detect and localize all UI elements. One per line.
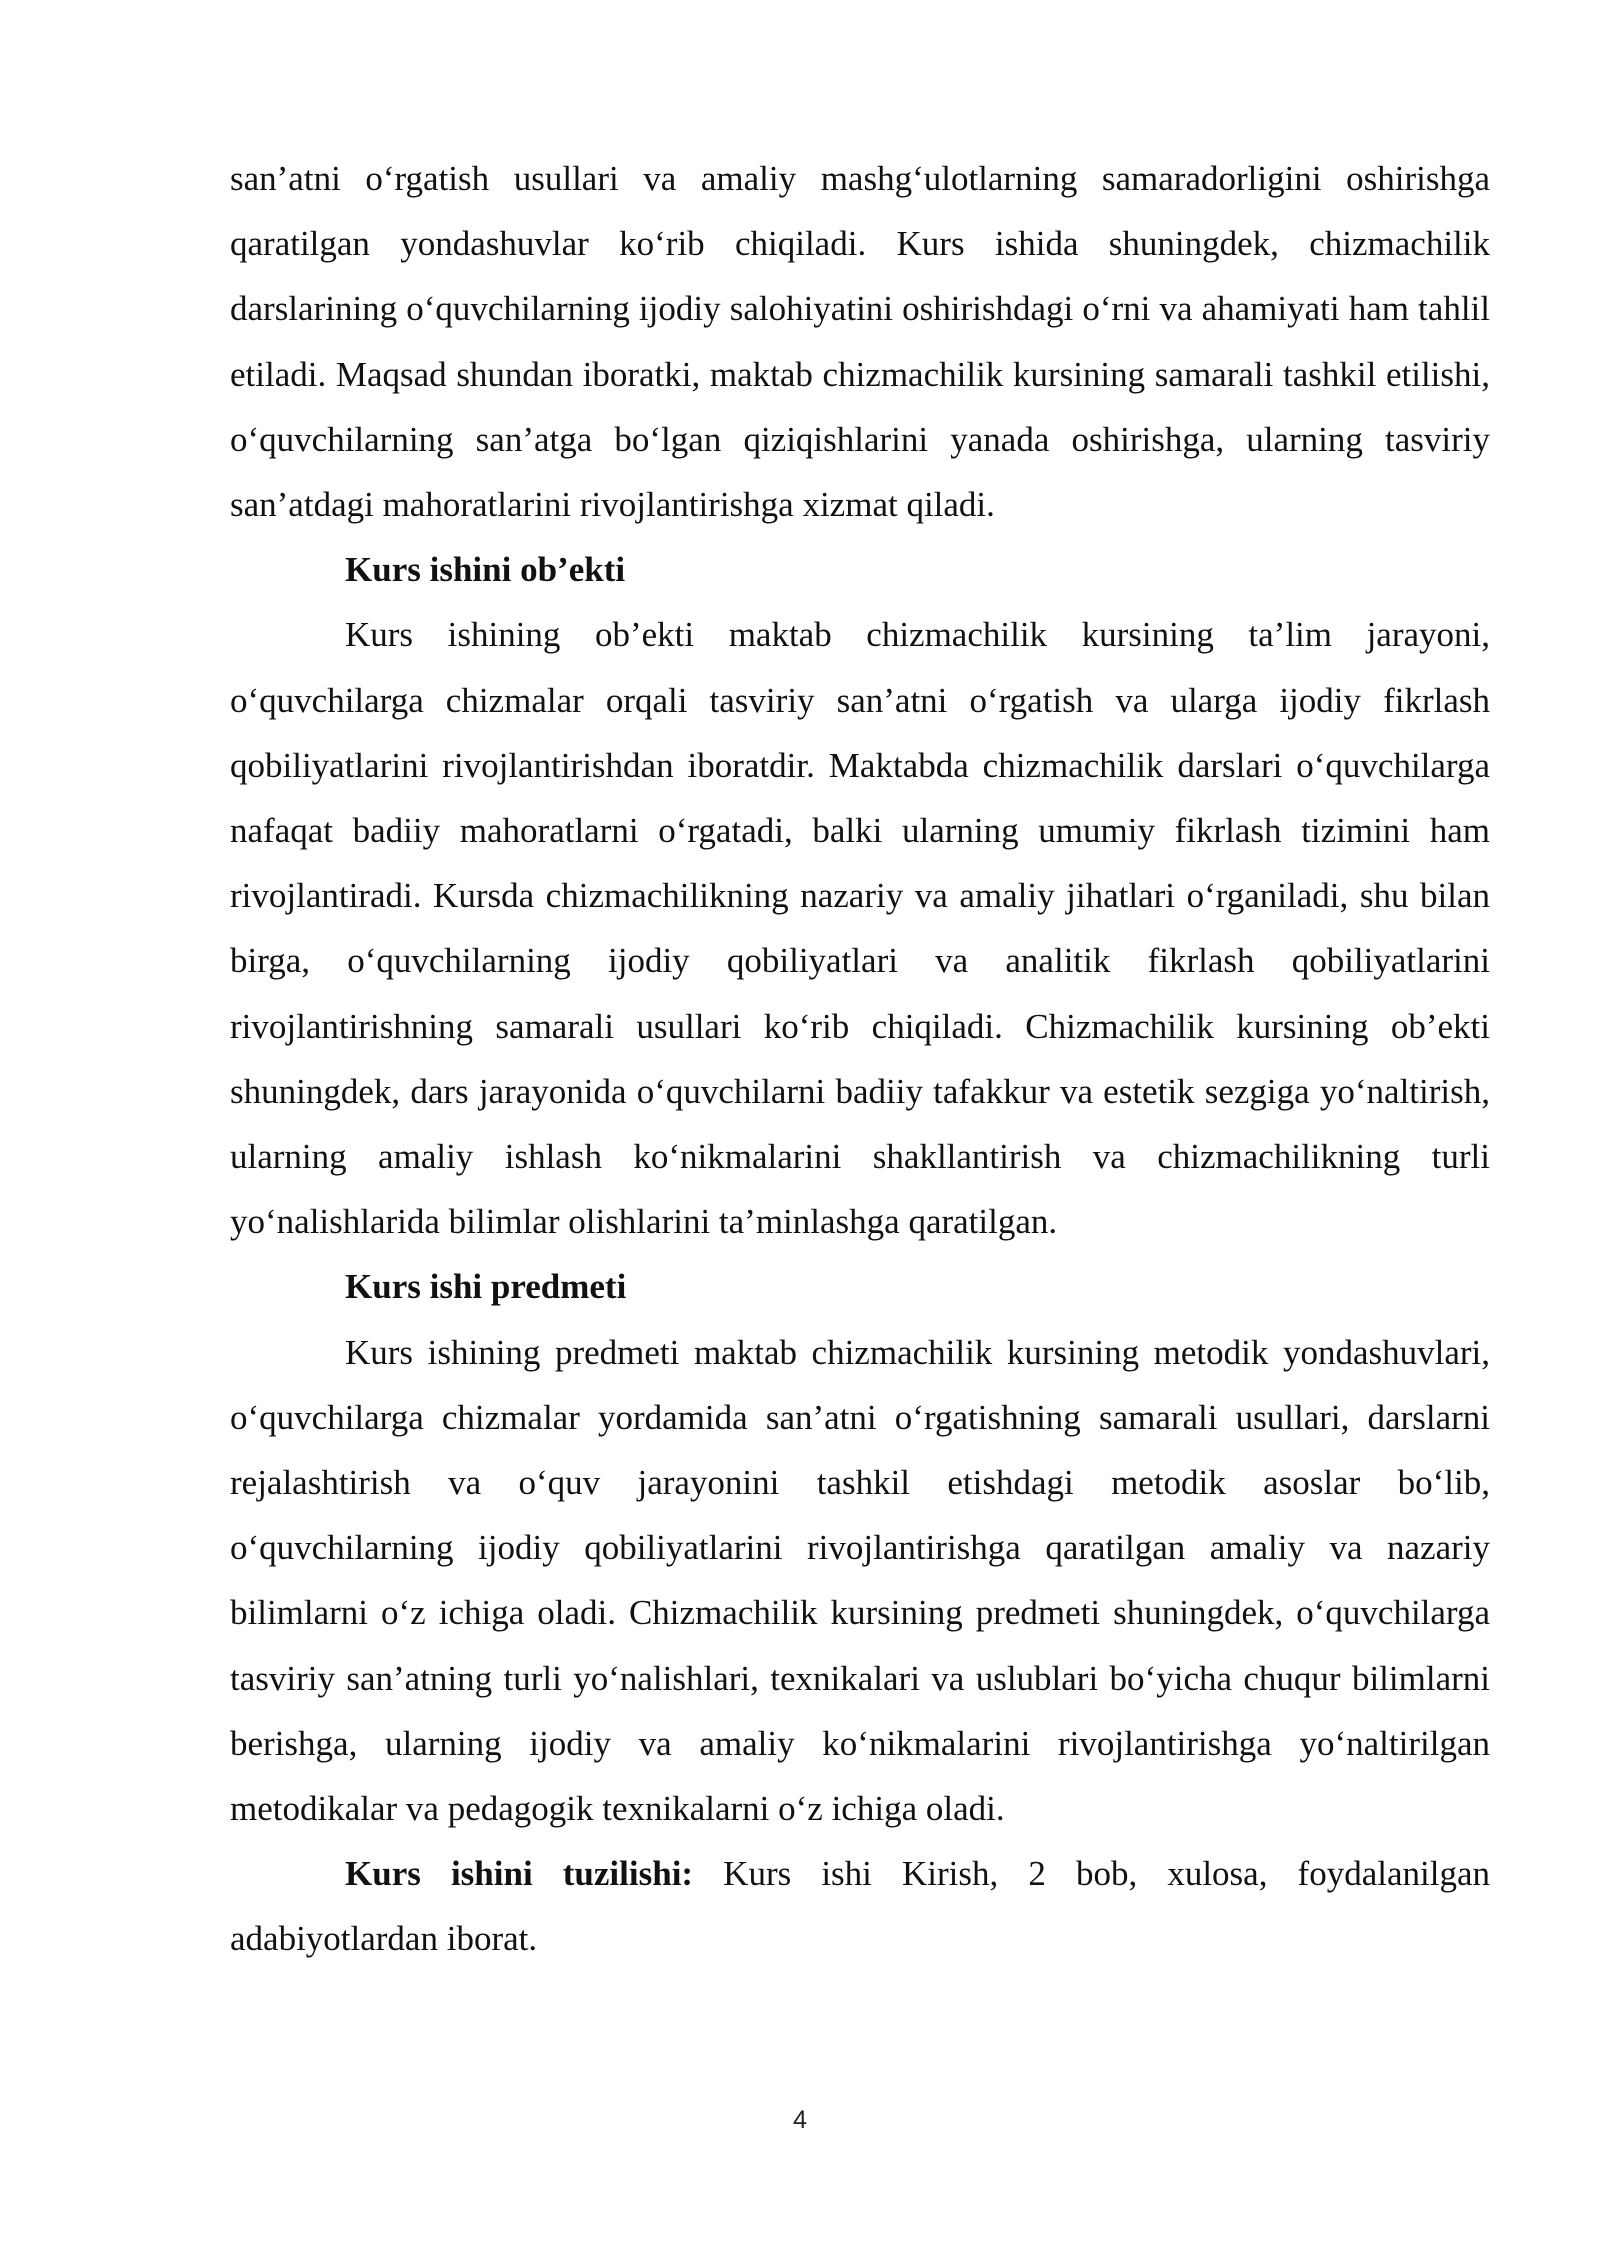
intro-paragraph: san’atni o‘rgatish usullari va amaliy mashg‘ulotlarning samaradorligini oshirishga qaratilgan yondashuvlar ko‘rib chiqiladi. Kurs ishida shuningdek, chizmachilik darslarining o‘quvchilarning ijodiy salohiyatini oshirishdagi o‘rni va ahamiyati ham tahlil etiladi. Maqsad shundan iboratki, maktab chizmachilik kursining samarali tashkil etilishi, o‘quvchilarning san’atga bo‘lgan qiziqishlarini yanada oshirishga, ularning tasviriy san’atdagi mahoratlarini rivojlantirishga xizmat qiladi. xyxy=(230,159,1490,525)
structure-label: Kurs ishini tuzilishi: xyxy=(345,1854,694,1894)
structure-paragraph xyxy=(230,1841,1490,1971)
subject-paragraph: Kurs ishining predmeti maktab chizmachilik kursining metodik yondashuvlari, o‘quvchilarga chizmalar yordamida san’atni o‘rgatishning samarali usullari, darslarni rejalashtirish va o‘quv jarayonini tashkil etishdagi metodik asoslar bo‘lib, o‘quvchilarning ijodiy qobiliyatlarini rivojlantirishga qaratilgan amaliy va nazariy bilimlarni o‘z ichiga oladi. Chizmachilik kursining predmeti shuningdek, o‘quvchilarga tasviriy san’atning turli yo‘nalishlari, texnikalari va uslublari bo‘yicha chuqur bilimlarni berishga, ularning ijodiy va amaliy ko‘nikmalarini rivojlantirishga yo‘naltirilgan metodikalar va pedagogik texnikalarni o‘z ichiga oladi. xyxy=(230,1332,1490,1829)
document-page xyxy=(230,146,1490,1972)
object-heading: Kurs ishini ob’ekti xyxy=(345,550,626,590)
structure-text: Kurs ishi Kirish, 2 bob, xulosa, foydalanilgan adabiyotlardan iborat. xyxy=(230,1854,1490,1959)
page-number: 4 xyxy=(793,2106,807,2134)
object-paragraph: Kurs ishining ob’ekti maktab chizmachilik kursining ta’lim jarayoni, o‘quvchilarga chizmalar orqali tasviriy san’atni o‘rgatish va ularga ijodiy fikrlash qobiliyatlarini rivojlantirishdan iboratdir. Maktabda chizmachilik darslari o‘quvchilarga nafaqat badiiy mahoratlarni o‘rgatadi, balki ularning umumiy fikrlash tizimini ham rivojlantiradi. Kursda chizmachilikning nazariy va amaliy jihatlari o‘rganiladi, shu bilan birga, o‘quvchilarning ijodiy qobiliyatlari va analitik fikrlash qobiliyatlarini rivojlantirishning samarali usullari ko‘rib chiqiladi. Chizmachilik kursining ob’ekti shuningdek, dars jarayonida o‘quvchilarni badiiy tafakkur va estetik sezgiga yo‘naltirish, ularning amaliy ishlash ko‘nikmalarini shakllantirish va chizmachilikning turli yo‘nalishlarida bilimlar olishlarini ta’minlashga qaratilgan. xyxy=(230,615,1490,1242)
subject-heading: Kurs ishi predmeti xyxy=(345,1267,627,1307)
